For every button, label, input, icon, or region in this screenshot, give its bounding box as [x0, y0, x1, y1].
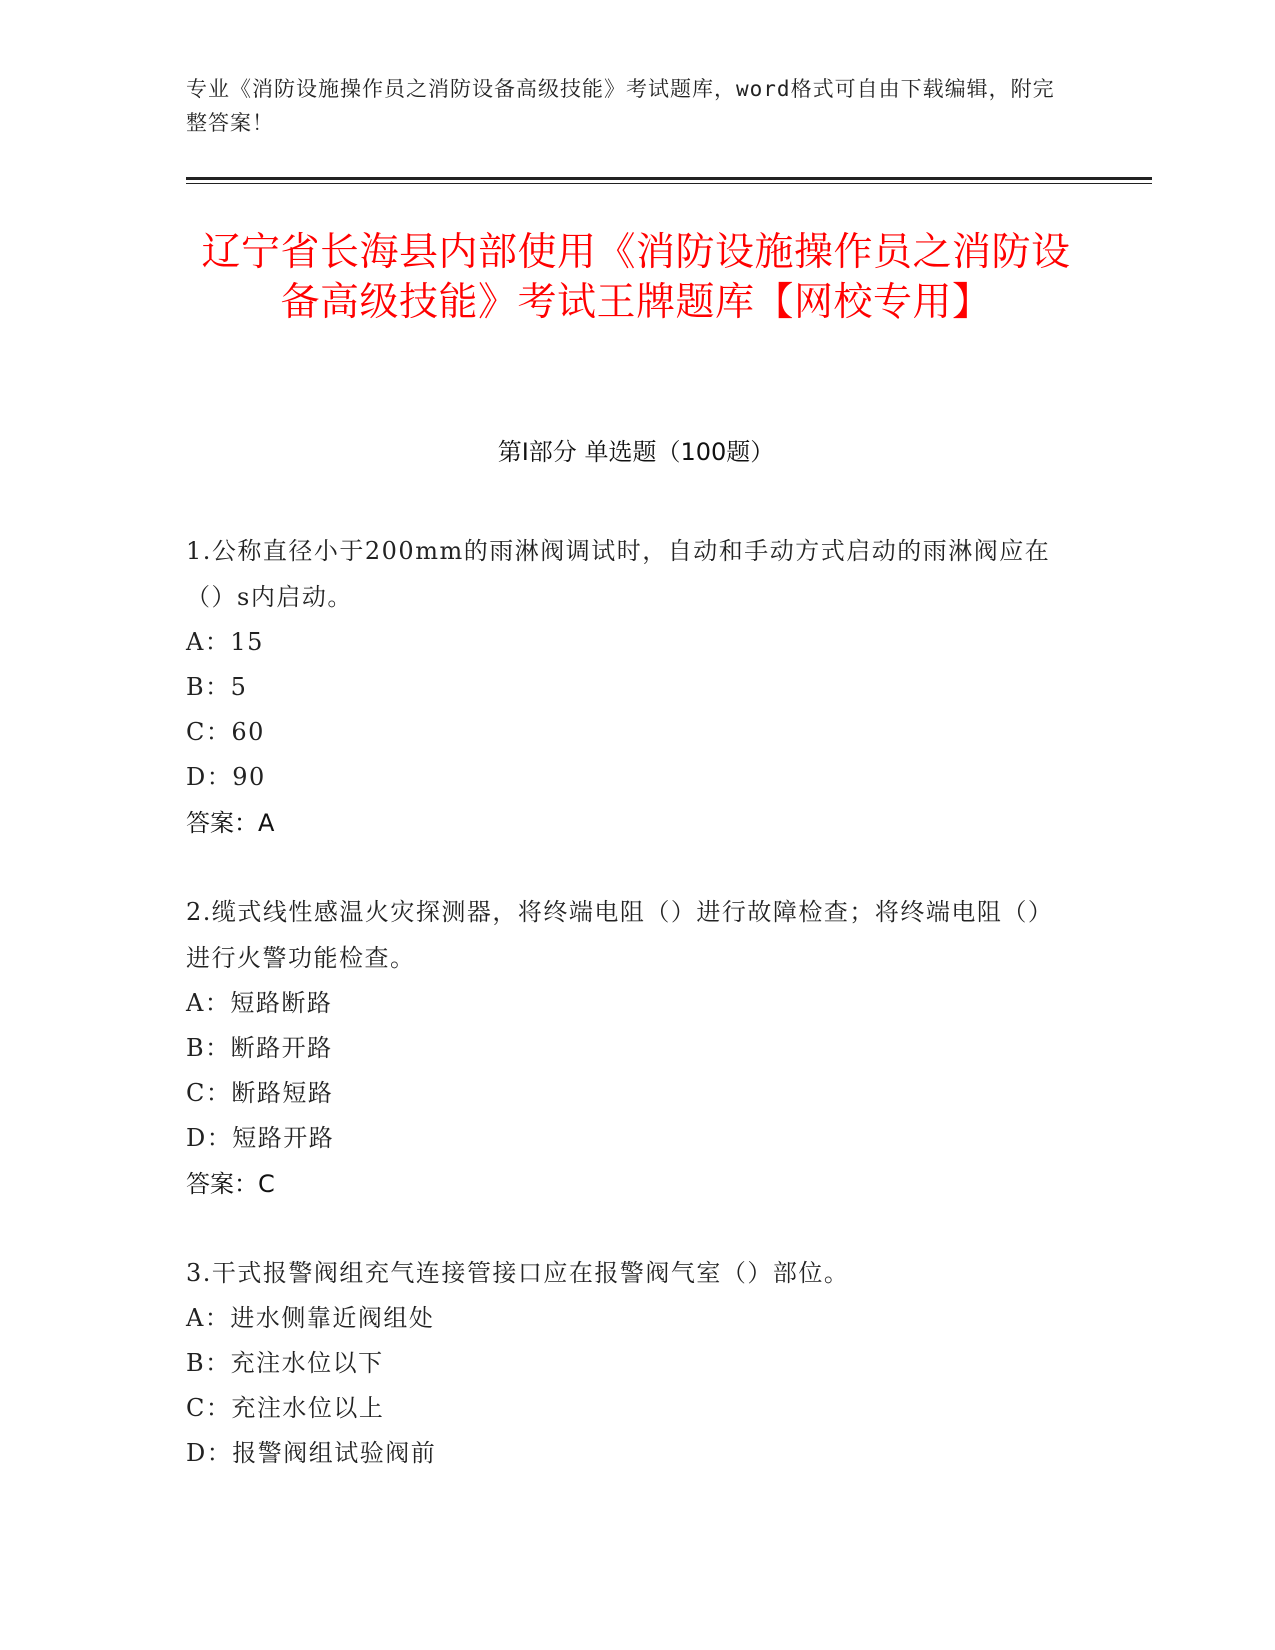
answer-line: 答案：A [186, 809, 275, 837]
header-rule-thin [186, 183, 1152, 184]
question-stem: 1.公称直径小于200mm的雨淋阀调试时，自动和手动方式启动的雨淋阀应在（）s内启动。 [186, 537, 1051, 611]
question-stem: 2.缆式线性感温火灾探测器，将终端电阻（）进行故障检查；将终端电阻（）进行火警功能检查。 [186, 898, 1054, 972]
section-heading: 第I部分 单选题（100题） [497, 438, 775, 466]
option-d: D：90 [186, 763, 266, 791]
document-title: 辽宁省长海县内部使用《消防设施操作员之消防设备高级技能》考试王牌题库【网校专用】 [201, 230, 1071, 325]
header-rule-thick [186, 177, 1152, 180]
option-a: A：15 [186, 628, 264, 656]
option-d: D：短路开路 [186, 1124, 335, 1152]
question-stem: 3.干式报警阀组充气连接管接口应在报警阀气室（）部位。 [186, 1259, 850, 1287]
option-b: B：充注水位以下 [186, 1349, 384, 1377]
option-c: C：充注水位以上 [186, 1394, 385, 1422]
answer-line: 答案：C [186, 1170, 275, 1198]
option-c: C：60 [186, 718, 265, 746]
question-2 [186, 889, 1066, 1207]
option-b: B：断路开路 [186, 1034, 333, 1062]
question-3 [186, 1250, 1066, 1476]
question-1 [186, 528, 1066, 846]
option-d: D：报警阀组试验阀前 [186, 1439, 437, 1467]
option-b: B：5 [186, 673, 248, 701]
option-a: A：短路断路 [186, 989, 333, 1017]
option-a: A：进水侧靠近阀组处 [186, 1304, 435, 1332]
header-note: 专业《消防设施操作员之消防设备高级技能》考试题库，word格式可自由下载编辑，附完整答案！ [186, 77, 1055, 135]
question-list [186, 528, 1066, 1519]
option-c: C：断路短路 [186, 1079, 334, 1107]
